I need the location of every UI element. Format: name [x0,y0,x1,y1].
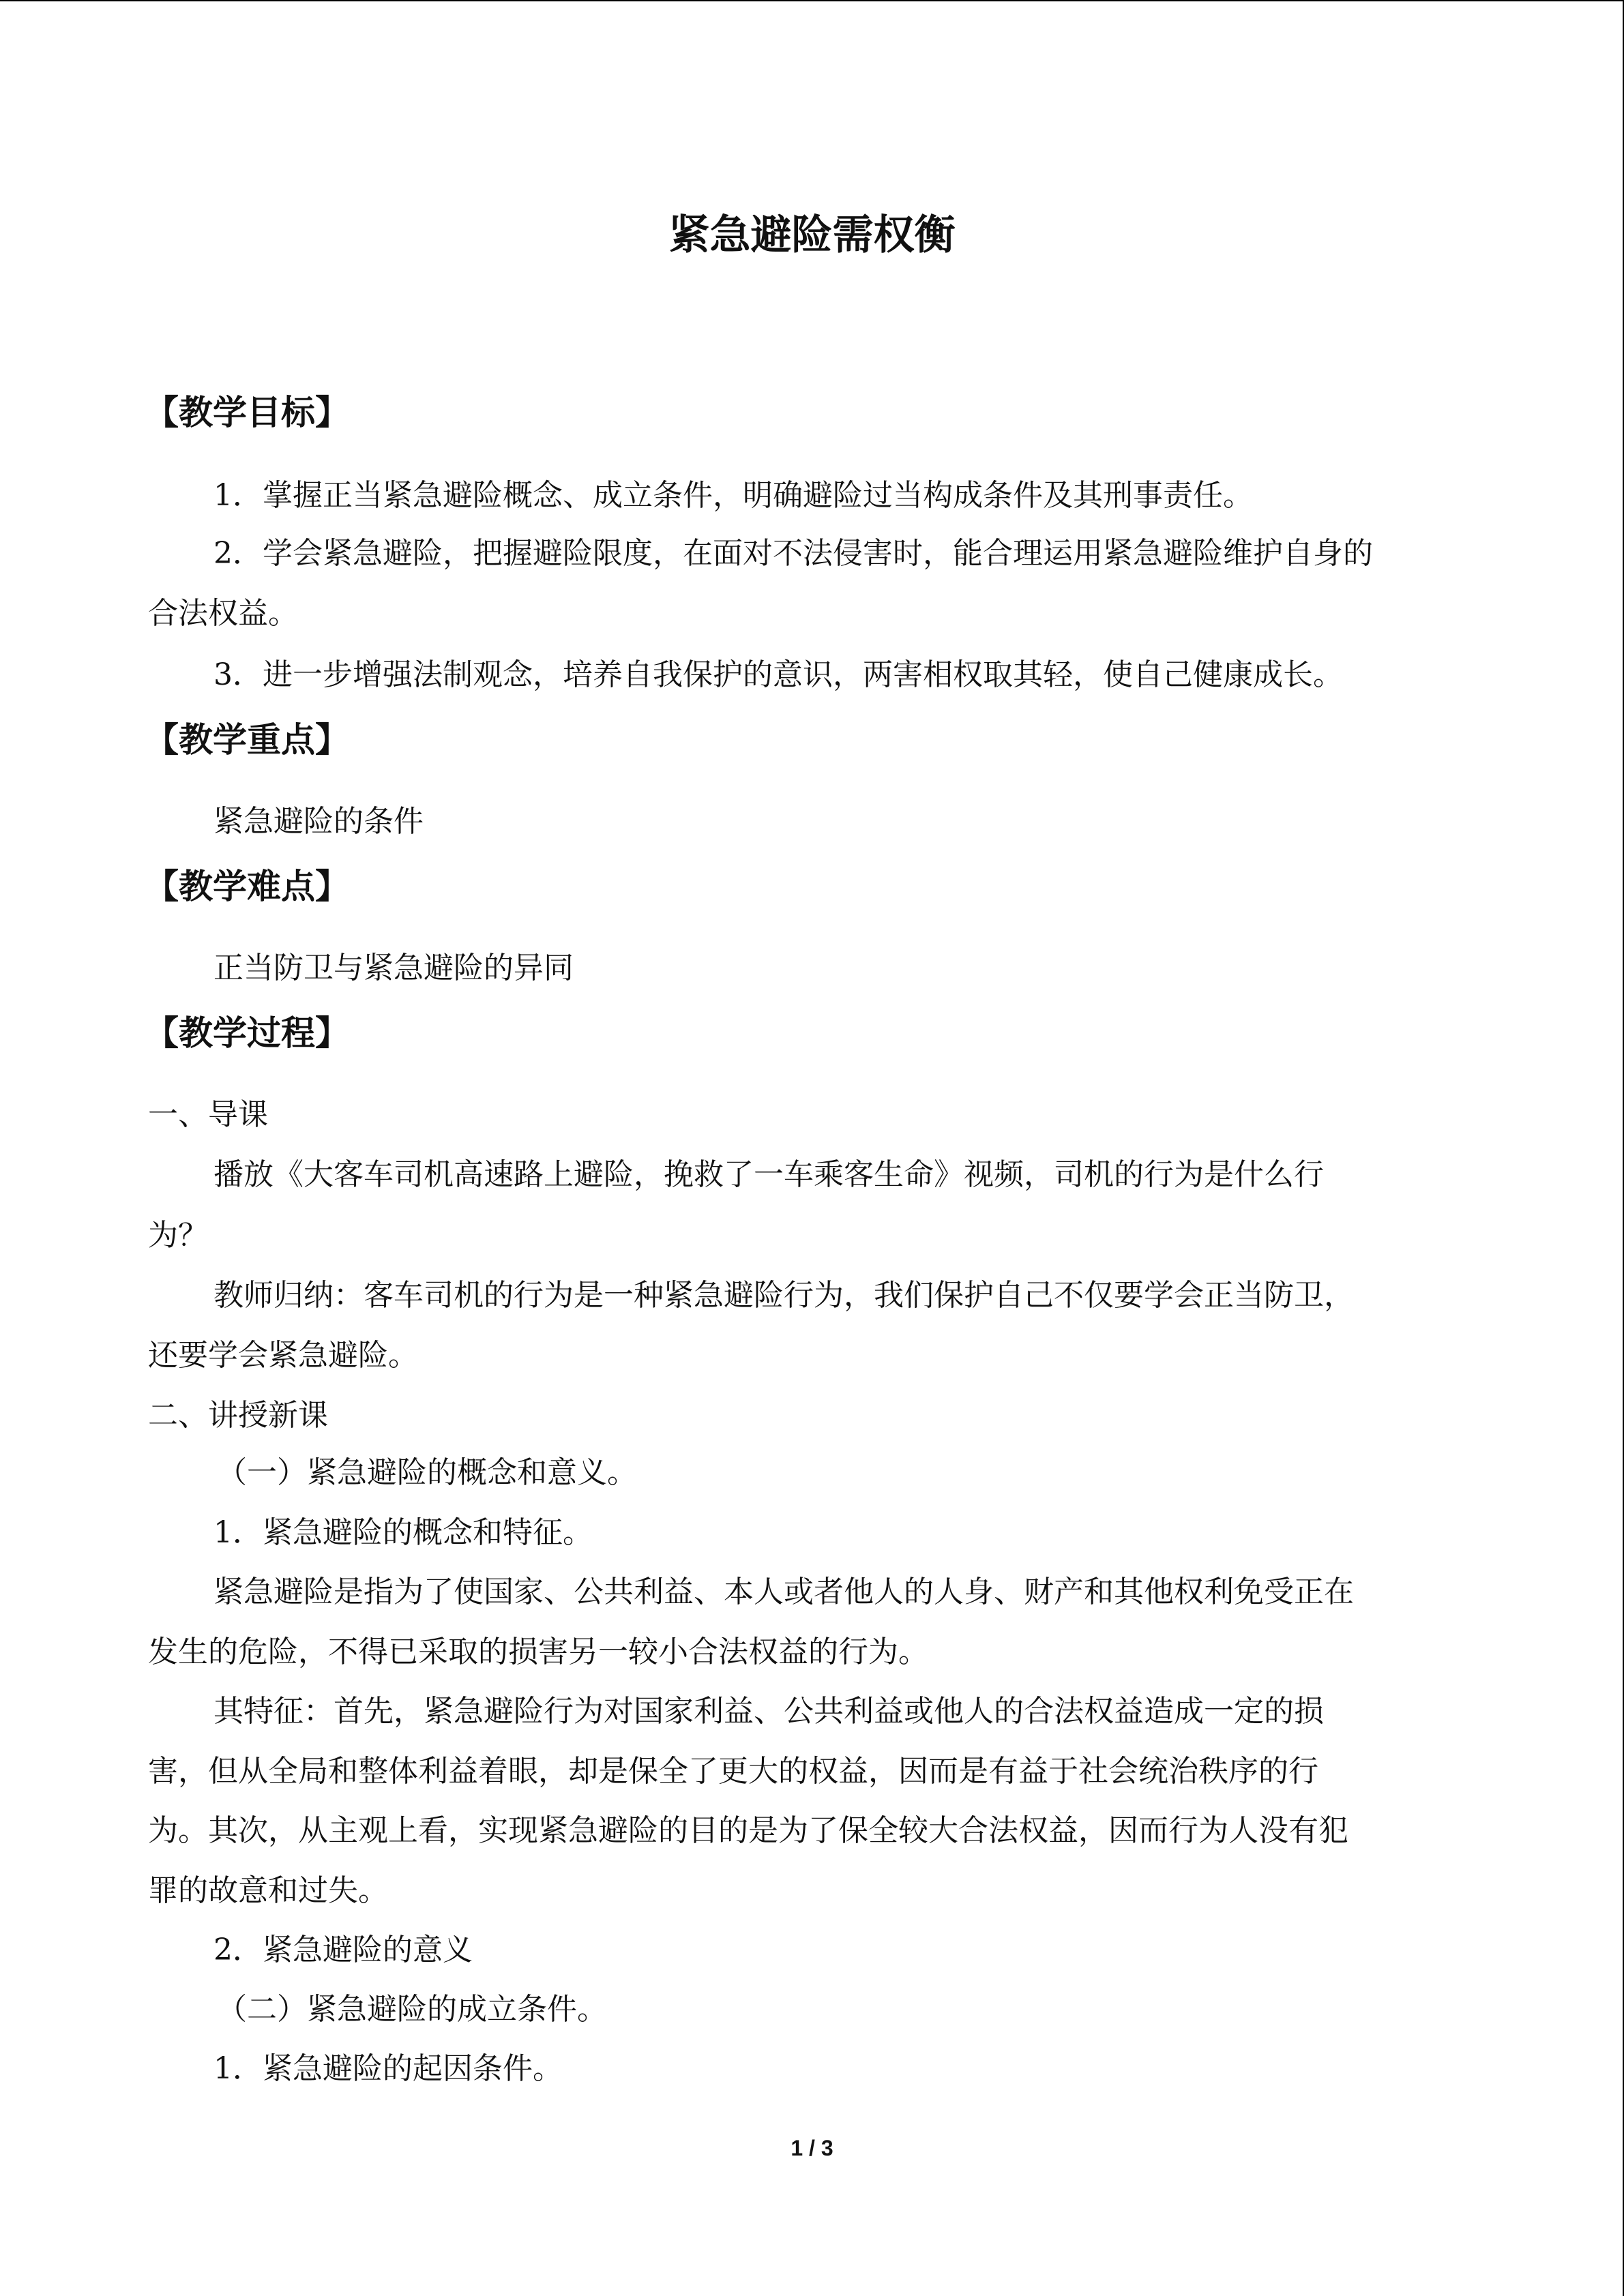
item-concept-title: 1．紧急避险的概念和特征。 [213,1515,593,1550]
features-line-3: 为。其次，从主观上看，实现紧急避险的目的是为了保全较大合法权益，因而行为人没有犯 [148,1813,1348,1848]
difficulty-text: 正当防卫与紧急避险的异同 [213,951,574,985]
section-intro-title: 一、导课 [148,1097,268,1132]
item-cause-title: 1．紧急避险的起因条件。 [213,2051,563,2086]
heading-key-points: 【教学重点】 [145,720,349,760]
heading-objectives: 【教学目标】 [145,393,349,432]
objective-line-2-cont: 合法权益。 [148,596,298,631]
features-line-2: 害，但从全局和整体利益着眼，却是保全了更大的权益，因而是有益于社会统治秩序的行 [148,1754,1318,1789]
heading-difficulties: 【教学难点】 [145,867,349,906]
subsection-1-title: （一）紧急避险的概念和意义。 [217,1455,637,1490]
page-number: 1 / 3 [791,2136,833,2160]
heading-process: 【教学过程】 [145,1013,349,1053]
item-significance-title: 2．紧急避险的意义 [213,1933,473,1967]
subsection-2-title: （二）紧急避险的成立条件。 [217,1992,607,2027]
definition-line-2: 发生的危险，不得已采取的损害另一较小合法权益的行为。 [148,1635,928,1669]
features-line-1: 其特征：首先，紧急避险行为对国家利益、公共利益或他人的合法权益造成一定的损 [213,1694,1324,1729]
features-line-4: 罪的故意和过失。 [148,1873,388,1908]
summary-line-2: 还要学会紧急避险。 [148,1338,418,1373]
page-border-top [0,0,1624,1]
definition-line-1: 紧急避险是指为了使国家、公共利益、本人或者他人的人身、财产和其他权利免受正在 [213,1575,1354,1609]
key-point-text: 紧急避险的条件 [213,804,424,839]
objective-line-1: 1．掌握正当紧急避险概念、成立条件，明确避险过当构成条件及其刑事责任。 [213,478,1253,513]
objective-line-3: 3．进一步增强法制观念，培养自我保护的意识，两害相权取其轻，使自己健康成长。 [213,657,1343,692]
section-new-lesson-title: 二、讲授新课 [148,1398,328,1433]
intro-line-2: 为？ [148,1218,208,1253]
document-title: 紧急避险需权衡 [668,211,956,259]
summary-line-1: 教师归纳：客车司机的行为是一种紧急避险行为，我们保护自己不仅要学会正当防卫， [213,1278,1354,1313]
objective-line-2: 2．学会紧急避险，把握避险限度，在面对不法侵害时，能合理运用紧急避险维护自身的 [213,536,1373,571]
intro-line-1: 播放《大客车司机高速路上避险，挽救了一车乘客生命》视频，司机的行为是什么行 [213,1157,1324,1192]
